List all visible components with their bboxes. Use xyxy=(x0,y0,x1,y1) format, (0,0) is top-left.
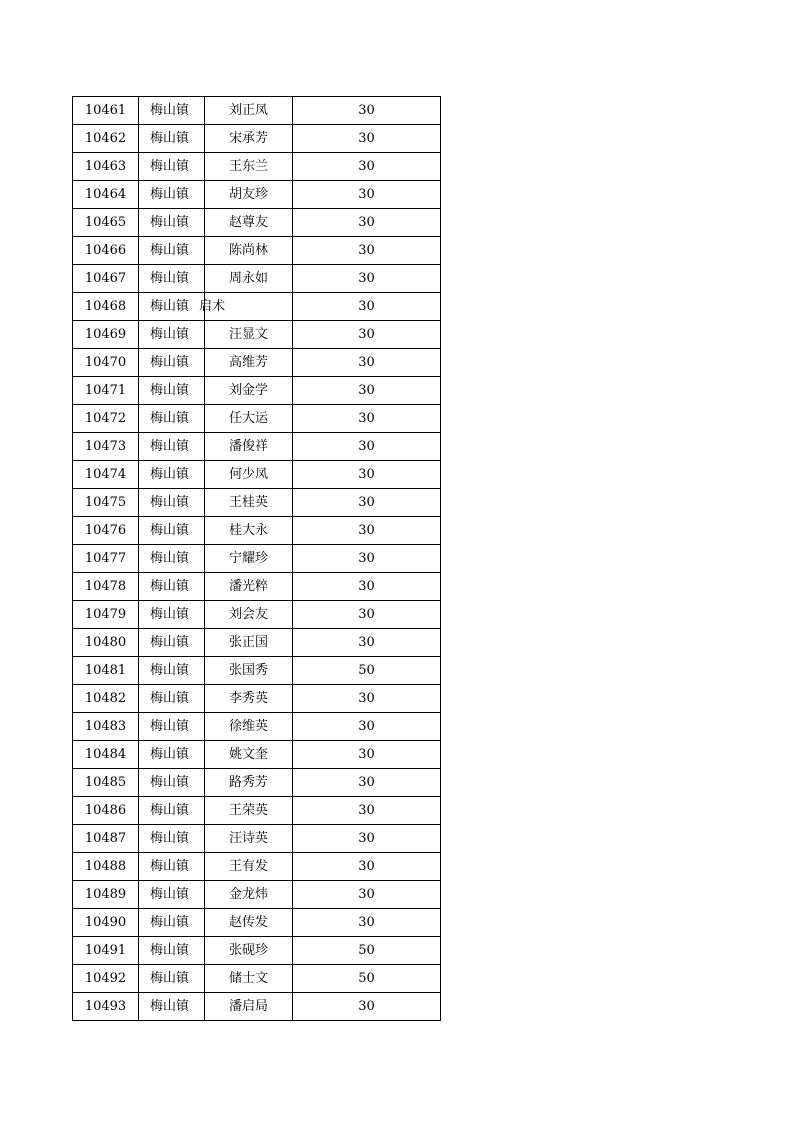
amount-cell: 30 xyxy=(293,237,441,265)
row-id-cell: 10477 xyxy=(73,545,139,573)
row-id-cell: 10492 xyxy=(73,965,139,993)
person-name-cell: 汪显文 xyxy=(205,321,293,349)
amount-cell: 30 xyxy=(293,405,441,433)
table-row xyxy=(73,601,441,629)
person-name-cell: 张国秀 xyxy=(205,657,293,685)
amount-cell: 30 xyxy=(293,573,441,601)
person-name-cell: 宋承芳 xyxy=(205,125,293,153)
person-name-cell: 潘光粹 xyxy=(205,573,293,601)
amount-cell: 30 xyxy=(293,293,441,321)
table-row xyxy=(73,573,441,601)
amount-cell: 30 xyxy=(293,349,441,377)
person-name-cell: 金龙炜 xyxy=(205,881,293,909)
town-cell: 梅山镇 xyxy=(139,909,205,937)
table-row xyxy=(73,825,441,853)
person-name-cell: 刘会友 xyxy=(205,601,293,629)
amount-cell: 50 xyxy=(293,937,441,965)
person-name-cell: 赵尊友 xyxy=(205,209,293,237)
row-id-cell: 10461 xyxy=(73,97,139,125)
person-name-cell: 陈尚林 xyxy=(205,237,293,265)
town-cell: 梅山镇 xyxy=(139,97,205,125)
town-cell: 梅山镇 xyxy=(139,517,205,545)
table-row xyxy=(73,321,441,349)
town-cell: 梅山镇 xyxy=(139,209,205,237)
person-name-cell: 王有发 xyxy=(205,853,293,881)
person-name-cell: 潘启局 xyxy=(205,993,293,1021)
row-id-cell: 10465 xyxy=(73,209,139,237)
row-id-cell: 10463 xyxy=(73,153,139,181)
town-cell: 梅山镇 xyxy=(139,937,205,965)
person-name-cell: 王桂英 xyxy=(205,489,293,517)
amount-cell: 30 xyxy=(293,321,441,349)
person-name-cell: 王东兰 xyxy=(205,153,293,181)
table-row xyxy=(73,545,441,573)
person-name-cell: 储士文 xyxy=(205,965,293,993)
person-name-cell xyxy=(199,293,293,321)
amount-cell: 50 xyxy=(293,657,441,685)
table-row xyxy=(73,489,441,517)
town-cell: 梅山镇 xyxy=(139,153,205,181)
amount-cell: 30 xyxy=(293,685,441,713)
town-cell: 梅山镇 xyxy=(139,293,205,321)
town-cell: 梅山镇 xyxy=(139,181,205,209)
table-row xyxy=(73,433,441,461)
amount-cell: 30 xyxy=(293,825,441,853)
amount-cell: 30 xyxy=(293,377,441,405)
amount-cell: 30 xyxy=(293,545,441,573)
row-id-cell: 10471 xyxy=(73,377,139,405)
amount-cell: 30 xyxy=(293,517,441,545)
town-cell: 梅山镇 xyxy=(139,377,205,405)
row-id-cell: 10473 xyxy=(73,433,139,461)
person-name-cell: 张砚珍 xyxy=(205,937,293,965)
table-row xyxy=(73,349,441,377)
amount-cell: 30 xyxy=(293,853,441,881)
town-cell: 梅山镇 xyxy=(139,237,205,265)
row-id-cell: 10487 xyxy=(73,825,139,853)
table-row xyxy=(73,153,441,181)
town-cell: 梅山镇 xyxy=(139,573,205,601)
town-cell: 梅山镇 xyxy=(139,433,205,461)
row-id-cell: 10466 xyxy=(73,237,139,265)
row-id-cell: 10469 xyxy=(73,321,139,349)
person-name-cell: 潘俊祥 xyxy=(205,433,293,461)
table-row xyxy=(73,769,441,797)
amount-cell: 30 xyxy=(293,741,441,769)
table-row xyxy=(73,965,441,993)
person-name-cell: 王荣英 xyxy=(205,797,293,825)
person-name-cell: 高维芳 xyxy=(205,349,293,377)
amount-cell: 30 xyxy=(293,713,441,741)
town-cell: 梅山镇 xyxy=(139,685,205,713)
row-id-cell: 10486 xyxy=(73,797,139,825)
row-id-cell: 10476 xyxy=(73,517,139,545)
person-name-cell: 任大运 xyxy=(205,405,293,433)
row-id-cell: 10467 xyxy=(73,265,139,293)
amount-cell: 30 xyxy=(293,125,441,153)
amount-cell: 30 xyxy=(293,993,441,1021)
row-id-cell: 10479 xyxy=(73,601,139,629)
row-id-cell: 10472 xyxy=(73,405,139,433)
person-name-cell: 胡友珍 xyxy=(205,181,293,209)
town-cell: 梅山镇 xyxy=(139,489,205,517)
table-row xyxy=(73,517,441,545)
town-cell: 梅山镇 xyxy=(139,321,205,349)
town-cell: 梅山镇 xyxy=(139,825,205,853)
person-name-cell: 刘正凤 xyxy=(205,97,293,125)
person-name-cell: 刘金学 xyxy=(205,377,293,405)
amount-cell: 30 xyxy=(293,209,441,237)
town-cell: 梅山镇 xyxy=(139,657,205,685)
row-id-cell: 10464 xyxy=(73,181,139,209)
row-id-cell: 10482 xyxy=(73,685,139,713)
town-cell: 梅山镇 xyxy=(139,265,205,293)
amount-cell: 30 xyxy=(293,769,441,797)
amount-cell: 30 xyxy=(293,181,441,209)
amount-cell: 30 xyxy=(293,601,441,629)
table-row xyxy=(73,713,441,741)
row-id-cell: 10481 xyxy=(73,657,139,685)
town-cell: 梅山镇 xyxy=(139,545,205,573)
town-cell: 梅山镇 xyxy=(139,349,205,377)
table-row xyxy=(73,97,441,125)
table-row xyxy=(73,909,441,937)
table-body xyxy=(73,97,441,1021)
amount-cell: 50 xyxy=(293,965,441,993)
town-cell: 梅山镇 xyxy=(139,965,205,993)
amount-cell: 30 xyxy=(293,797,441,825)
amount-cell: 30 xyxy=(293,909,441,937)
row-id-cell: 10475 xyxy=(73,489,139,517)
table-row xyxy=(73,237,441,265)
town-cell: 梅山镇 xyxy=(139,713,205,741)
row-id-cell: 10462 xyxy=(73,125,139,153)
town-cell: 梅山镇 xyxy=(139,797,205,825)
data-table xyxy=(72,96,441,1021)
row-id-cell: 10468 xyxy=(73,293,139,321)
person-name-cell: 周永如 xyxy=(205,265,293,293)
person-name-cell: 何少凤 xyxy=(205,461,293,489)
person-name-cell: 张正国 xyxy=(205,629,293,657)
amount-cell: 30 xyxy=(293,153,441,181)
row-id-cell: 10485 xyxy=(73,769,139,797)
table-row xyxy=(73,629,441,657)
town-cell: 梅山镇 xyxy=(139,769,205,797)
person-name-cell: 汪诗英 xyxy=(205,825,293,853)
table-row xyxy=(73,209,441,237)
person-name-cell: 赵传发 xyxy=(205,909,293,937)
row-id-cell: 10484 xyxy=(73,741,139,769)
amount-cell: 30 xyxy=(293,489,441,517)
town-cell: 梅山镇 xyxy=(139,461,205,489)
row-id-cell: 10478 xyxy=(73,573,139,601)
town-cell: 梅山镇 xyxy=(139,853,205,881)
person-name-cell: 路秀芳 xyxy=(205,769,293,797)
town-cell: 梅山镇 xyxy=(139,601,205,629)
amount-cell: 30 xyxy=(293,629,441,657)
table-row xyxy=(73,377,441,405)
row-id-cell: 10480 xyxy=(73,629,139,657)
row-id-cell: 10488 xyxy=(73,853,139,881)
table-row xyxy=(73,293,441,321)
table-row xyxy=(73,685,441,713)
table-row xyxy=(73,937,441,965)
town-cell: 梅山镇 xyxy=(139,993,205,1021)
amount-cell: 30 xyxy=(293,97,441,125)
person-name-text: 启术 xyxy=(199,299,226,314)
person-name-cell: 桂大永 xyxy=(205,517,293,545)
town-cell: 梅山镇 xyxy=(139,741,205,769)
table-row xyxy=(73,741,441,769)
person-name-cell: 李秀英 xyxy=(205,685,293,713)
row-id-cell: 10489 xyxy=(73,881,139,909)
table-row xyxy=(73,853,441,881)
town-cell: 梅山镇 xyxy=(139,405,205,433)
table-row xyxy=(73,461,441,489)
person-name-cell: 宁耀珍 xyxy=(205,545,293,573)
amount-cell: 30 xyxy=(293,433,441,461)
table-row xyxy=(73,993,441,1021)
amount-cell: 30 xyxy=(293,461,441,489)
table-row xyxy=(73,797,441,825)
table-row xyxy=(73,657,441,685)
town-cell: 梅山镇 xyxy=(139,881,205,909)
row-id-cell: 10490 xyxy=(73,909,139,937)
table-row xyxy=(73,265,441,293)
row-id-cell: 10470 xyxy=(73,349,139,377)
row-id-cell: 10483 xyxy=(73,713,139,741)
town-cell: 梅山镇 xyxy=(139,125,205,153)
town-cell: 梅山镇 xyxy=(139,629,205,657)
row-id-cell: 10493 xyxy=(73,993,139,1021)
amount-cell: 30 xyxy=(293,265,441,293)
row-id-cell: 10491 xyxy=(73,937,139,965)
table-row xyxy=(73,125,441,153)
person-name-cell: 姚文奎 xyxy=(205,741,293,769)
row-id-cell: 10474 xyxy=(73,461,139,489)
amount-cell: 30 xyxy=(293,881,441,909)
table-row xyxy=(73,881,441,909)
person-name-cell: 徐维英 xyxy=(205,713,293,741)
table-row xyxy=(73,405,441,433)
table-row xyxy=(73,181,441,209)
